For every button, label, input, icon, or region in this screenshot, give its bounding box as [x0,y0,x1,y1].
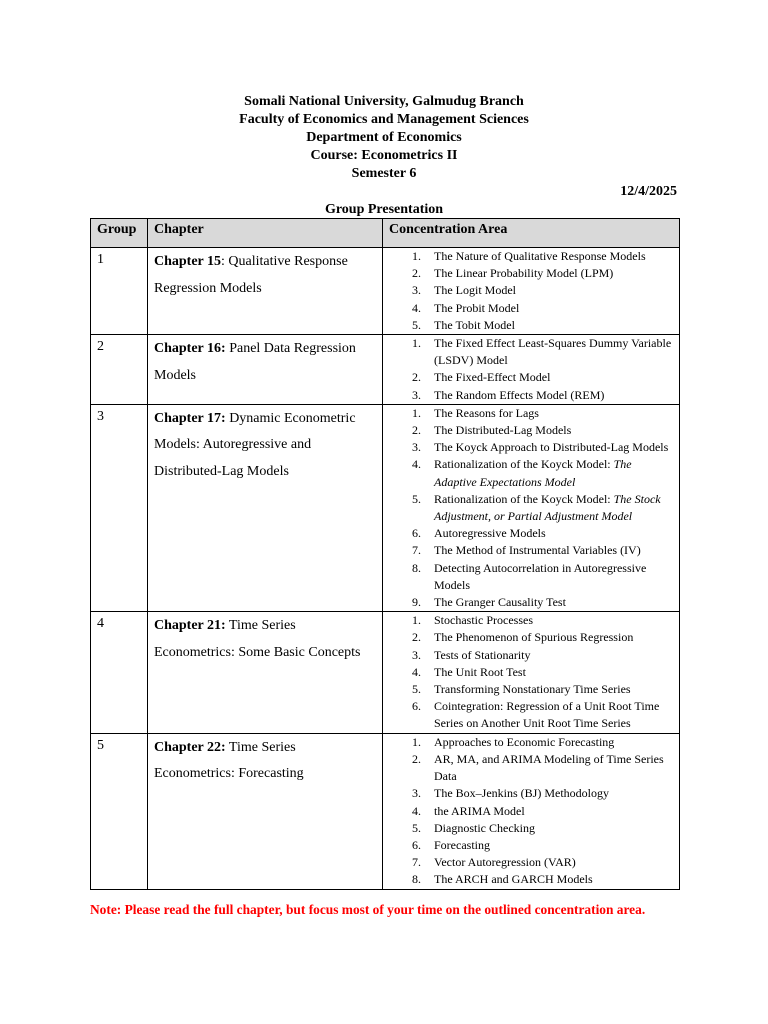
list-item [383,491,675,525]
list-item [383,871,675,888]
list-item-text: Cointegration: Regression of a Unit Root Time Series on Another Unit Root Time Series [434,699,660,731]
list-item-text: The Nature of Qualitative Response Models [434,249,646,263]
list-item-number: 3. [412,387,421,402]
concentration-list [383,734,675,889]
list-item [383,456,675,490]
chapter-number: Chapter 21: [154,618,226,634]
list-item-number: 6. [412,699,421,714]
list-item-number: 1. [412,249,421,263]
list-item [383,422,675,439]
list-item-text: Autoregressive Models [434,526,546,541]
list-item [383,820,675,837]
list-item [383,282,675,299]
list-item [383,681,675,698]
list-item [383,439,675,456]
column-header-group: Group [91,219,148,248]
list-item-number: 5. [412,317,421,332]
list-item-number: 5. [412,491,421,506]
concentration-cell [383,733,680,889]
list-item [383,300,675,317]
concentration-list [383,612,675,732]
list-item-number: 2. [412,370,421,385]
list-item-text: Transforming Nonstationary Time Series [434,682,631,697]
list-item [383,317,675,334]
semester: Semester 6 [351,166,417,181]
chapter-title: Time Series Econometrics: Some Basic Concepts [154,618,361,660]
list-item-text: The ARCH and GARCH Models [434,872,593,887]
concentration-cell [383,335,680,405]
group-number: 2 [91,335,148,405]
list-item [383,751,675,785]
list-item-text: The Fixed Effect Least-Squares Dummy Variable (LSDV) Model [434,336,672,368]
list-item-text: The Fixed-Effect Model [434,370,551,385]
list-item-text: Rationalization of the Koyck Model: [434,457,614,472]
list-item-number: 1. [412,405,421,420]
list-item [383,837,675,854]
list-item-text: the ARIMA Model [434,803,525,818]
chapter-cell [148,733,383,889]
table-row [91,404,680,611]
list-item-text: The Linear Probability Model (LPM) [434,266,614,281]
list-item [383,803,675,820]
list-item-number: 1. [412,613,421,628]
concentration-cell [383,248,680,335]
table-row [91,733,680,889]
list-item-text: The Granger Causality Test [434,595,566,610]
list-item-text: Diagnostic Checking [434,820,535,835]
list-item [383,854,675,871]
presentation-table [90,218,680,890]
group-number: 1 [91,248,148,335]
list-item-number: 1. [412,734,421,749]
list-item-text: The Unit Root Test [434,664,526,679]
table-row [91,248,680,335]
list-item-number: 3. [412,440,421,455]
list-item [383,647,675,664]
list-item-text: Stochastic Processes [434,613,533,628]
list-item [383,785,675,802]
table-row [91,335,680,405]
list-item [383,560,675,594]
table-header-row [91,219,680,248]
list-item-text: Approaches to Economic Forecasting [434,734,615,749]
course-name: Course: Econometrics II [310,148,458,163]
chapter-title: Panel Data Regression Models [154,341,356,383]
list-item-number: 3. [412,786,421,801]
list-item [383,629,675,646]
group-number: 3 [91,404,148,611]
group-number: 5 [91,733,148,889]
list-item-number: 3. [412,283,421,298]
list-item [383,664,675,681]
page-subtitle: Group Presentation [324,202,444,217]
list-item-text: Rationalization of the Koyck Model: [434,491,614,506]
list-item-number: 2. [412,751,421,766]
list-item-number: 4. [412,803,421,818]
list-item-number: 5. [412,820,421,835]
list-item [383,369,675,386]
table-row [91,612,680,733]
list-item [383,387,675,404]
reading-note: Note: Please read the full chapter, but focus most of your time on the outlined concentration area. [90,902,646,917]
concentration-list [383,405,675,611]
column-header-concentration: Concentration Area [383,219,680,248]
list-item-number: 2. [412,266,421,281]
chapter-number: Chapter 16: [154,341,226,357]
list-item-number: 8. [412,872,421,887]
list-item-number: 9. [412,595,421,610]
group-number: 4 [91,612,148,733]
chapter-cell [148,612,383,733]
chapter-cell [148,248,383,335]
list-item-number: 6. [412,526,421,541]
list-item-number: 4. [412,457,421,472]
chapter-title: Dynamic Econometric Models: Autoregressive and Distributed-Lag Models [154,410,356,479]
list-item-number: 2. [412,423,421,438]
list-item-text: The Box–Jenkins (BJ) Methodology [434,786,609,801]
chapter-cell [148,404,383,611]
list-item-number: 3. [412,647,421,662]
list-item-text: The Phenomenon of Spurious Regression [434,630,634,645]
concentration-cell [383,612,680,733]
list-item [383,612,675,629]
faculty-name: Faculty of Economics and Management Sciences [239,112,529,127]
list-item [383,542,675,559]
list-item-number: 6. [412,837,421,852]
list-item-text: The Method of Instrumental Variables (IV) [434,543,641,558]
list-item [383,248,675,265]
chapter-cell [148,335,383,405]
list-item-number: 2. [412,630,421,645]
list-item-italic-text: The Adaptive Expectations Model [434,457,632,489]
list-item-number: 5. [412,682,421,697]
concentration-list [383,335,675,404]
list-item-text: Forecasting [434,837,490,852]
list-item-number: 7. [412,543,421,558]
list-item [383,405,675,422]
chapter-title: : Qualitative Response Regression Models [154,254,348,296]
list-item-italic-text: The Stock Adjustment, or Partial Adjustment Model [434,491,661,524]
concentration-list [383,248,675,334]
list-item-text: The Reasons for Lags [434,405,539,420]
list-item [383,335,675,369]
list-item-text: AR, MA, and ARIMA Modeling of Time Series Data [434,751,664,784]
list-item-text: The Random Effects Model (REM) [434,387,605,402]
chapter-number: Chapter 22: [154,739,226,755]
list-item-text: Detecting Autocorrelation in Autoregressive Models [434,560,647,592]
list-item-number: 1. [412,336,421,351]
column-header-chapter: Chapter [148,219,383,248]
list-item-number: 7. [412,855,421,870]
list-item [383,734,675,751]
list-item-text: The Tobit Model [434,317,515,332]
document-date: 12/4/2025 [620,184,677,199]
list-item-text: The Distributed-Lag Models [434,423,572,438]
concentration-cell [383,404,680,611]
list-item [383,265,675,282]
university-name: Somali National University, Galmudug Branch [244,94,524,109]
list-item [383,698,675,732]
list-item [383,525,675,542]
chapter-number: Chapter 15 [154,254,222,269]
list-item-text: The Koyck Approach to Distributed-Lag Models [434,440,669,455]
list-item-number: 4. [412,664,421,679]
list-item-text: Vector Autoregression (VAR) [434,855,576,870]
list-item-number: 8. [412,560,421,575]
list-item-text: The Probit Model [434,300,520,315]
list-item-text: The Logit Model [434,283,516,298]
chapter-title: Time Series Econometrics: Forecasting [154,739,304,782]
list-item-number: 4. [412,300,421,315]
list-item [383,594,675,611]
chapter-number: Chapter 17: [154,410,226,426]
list-item-text: Tests of Stationarity [434,647,531,662]
department-name: Department of Economics [306,130,462,145]
